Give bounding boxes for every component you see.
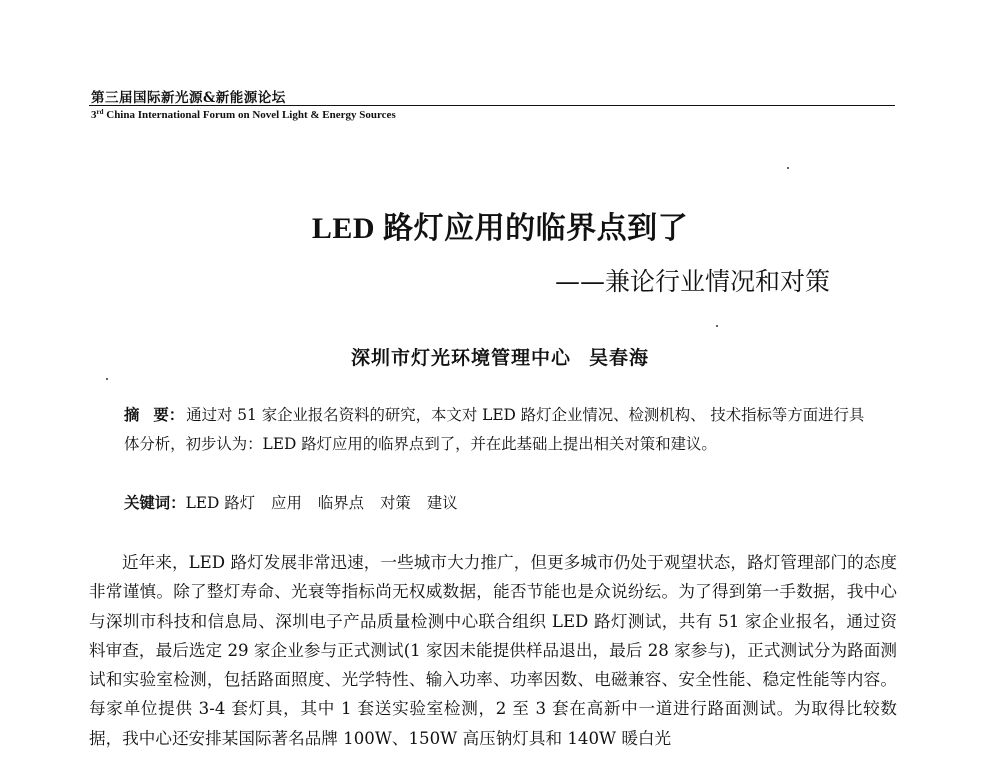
header-rule [89,105,895,106]
article-title: LED 路灯应用的临界点到了 [311,212,689,245]
scan-speck [787,167,789,169]
author-name: 吴春海 [589,347,650,369]
abstract [124,401,876,459]
keyword: 临界点 [317,494,365,512]
scan-speck [106,378,108,380]
keyword: 建议 [426,494,458,512]
author-affiliation: 深圳市灯光环境管理中心 [350,347,571,369]
header-ordinal: 3 [91,109,97,121]
abstract-label [124,406,184,424]
header-ordinal-suffix: rd [96,108,104,116]
running-header-chinese: 第三届国际新光源&新能源论坛 [91,90,286,106]
running-header-english [91,108,396,121]
header-forum-name: China International Forum on Novel Light & Energy Sources [103,109,396,121]
abstract-label-second: 要： [153,406,185,424]
author-line [0,343,1000,370]
abstract-label-first: 摘 [124,406,140,424]
body-paragraph: 近年来，LED 路灯发展非常迅速，一些城市大力推广，但更多城市仍处于观望状态，路灯管理部门的态度非常谨慎。除了整灯寿命、光衰等指标尚无权威数据，能否节能也是众说纷纭。为了得到第一手数据，我中心与深圳市科技和信息局、深圳电子产品质量检测中心联合组织 LED 路灯测试，共有 51 家企业报名，通过资料审查，最后选定 29 家企业参与正式测试(1 家因未能提供样品退出，最后 28 家参与)，正式测试分为路面测试和实验室检测，包括路面照度、光学特性、输入功率、功率因数、电磁兼容、安全性能、稳定性能等内容。每家单位提供 3-4 套灯具，其中 1 套送实验室检测，2 至 3 套在高新中一道进行路面测试。为取得比较数据，我中心还安排某国际著名品牌 100W、150W 高压钠灯具和 140W 暖白光 [89,553,897,748]
keywords-label: 关键词： [124,494,186,512]
scan-speck [716,325,718,327]
keyword: 应用 [271,494,302,512]
keyword: LED 路灯 [185,494,256,512]
keywords [124,491,474,513]
article-subtitle: ——兼论行业情况和对策 [554,267,830,296]
keyword: 对策 [380,494,411,512]
abstract-text: 通过对 51 家企业报名资料的研究，本文对 LED 路灯企业情况、检测机构、 技术指标等方面进行具体分析，初步认为：LED 路灯应用的临界点到了，并在此基础上提出相关对策和建议。 [124,406,865,453]
